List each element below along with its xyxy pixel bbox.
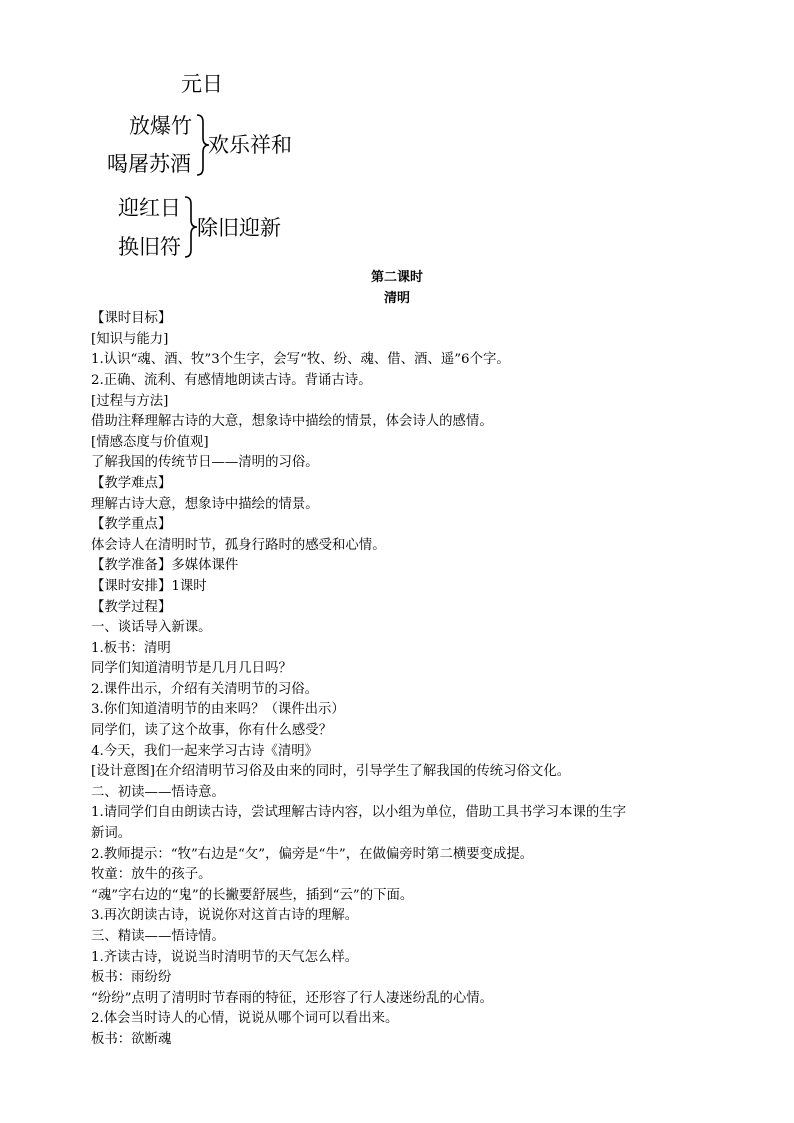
text-line: 牧童：放牛的孩子。 (91, 867, 212, 883)
text-line: 体会诗人在清明时节，孤身行路时的感受和心情。 (91, 537, 386, 553)
lesson-title: 清明 (383, 290, 410, 306)
text-line: “魂”字右边的“鬼”的长撇要舒展些，插到“云”的下面。 (91, 887, 414, 903)
text-line: 1.认识“魂、酒、牧”3个生字，会写“牧、纷、魂、借、酒、遥”6个字。 (91, 352, 510, 368)
text-line: 板书：雨纷纷 (91, 970, 172, 986)
subsection-heading: [过程与方法] (91, 393, 169, 409)
text-line: 三、精读——悟诗情。 (91, 929, 225, 944)
section-heading: 【教学难点】 (91, 475, 172, 491)
board-item-tusu-wine: 喝屠苏酒 (107, 152, 191, 176)
board-summary-joy: 欢乐祥和 (208, 133, 292, 157)
text-line: 2.教师提示：“牧”右边是“攵”，偏旁是“牛”，在做偏旁时第二横要变成提。 (91, 846, 534, 862)
section-heading: 【教学重点】 (91, 517, 172, 533)
board-item-firecrackers: 放爆竹 (129, 114, 192, 138)
text-line: 一、谈话导入新课。 (91, 620, 212, 636)
text-line: 2.课件出示，介绍有关清明节的习俗。 (91, 681, 319, 697)
board-item-new-charms: 换旧符 (118, 235, 181, 259)
text-line: 1.请同学们自由朗读古诗，尝试理解古诗内容，以小组为单位，借助工具书学习本课的生字 (91, 805, 627, 821)
lesson-period: 第二课时 (370, 270, 423, 285)
text-line: 【课时安排】1课时 (91, 578, 207, 594)
text-line: 同学们知道清明节是几月几日吗？ (91, 661, 292, 677)
board-diagram (0, 0, 794, 270)
text-line: 3.你们知道清明节的由来吗？（课件出示） (91, 702, 345, 718)
board-festival: 元日 (181, 72, 223, 96)
board-summary-renewal: 除旧迎新 (197, 216, 281, 240)
text-line: 借助注释理解古诗的大意，想象诗中描绘的情景，体会诗人的感情。 (91, 414, 493, 430)
text-line: 同学们，读了这个故事，你有什么感受？ (91, 723, 333, 739)
text-line: 板书：欲断魂 (91, 1031, 172, 1047)
text-line: 4.今天，我们一起来学习古诗《清明》 (91, 743, 319, 759)
brace-icon (184, 196, 198, 258)
text-line: 2.正确、流利、有感情地朗读古诗。背诵古诗。 (91, 372, 372, 388)
subsection-heading: [知识与能力] (91, 331, 169, 347)
subsection-heading: [情感态度与价值观] (91, 434, 209, 450)
text-line: [设计意图]在介绍清明节习俗及由来的同时，引导学生了解我国的传统习俗文化。 (91, 764, 571, 780)
text-line: 二、初读——悟诗意。 (91, 784, 225, 800)
text-line: 1.板书：清明 (91, 640, 171, 656)
text-line: 1.齐读古诗，说说当时清明节的天气怎么样。 (91, 949, 359, 965)
lesson-document (0, 268, 794, 1051)
section-heading: 【教学过程】 (91, 599, 172, 615)
text-line: 新词。 (91, 826, 132, 842)
text-line: 2.体会当时诗人的心情，说说从哪个词可以看出来。 (91, 1011, 399, 1027)
text-line: 3.再次朗读古诗，说说你对这首古诗的理解。 (91, 908, 359, 924)
text-line: 了解我国的传统节日——清明的习俗。 (91, 455, 319, 471)
text-line: “纷纷”点明了清明时节春雨的特征，还形容了行人凄迷纷乱的心情。 (91, 990, 494, 1006)
text-line: 理解古诗大意，想象诗中描绘的情景。 (91, 496, 319, 512)
section-heading: 【课时目标】 (91, 311, 172, 327)
text-line: 【教学准备】多媒体课件 (91, 558, 239, 574)
board-item-red-sun: 迎红日 (118, 196, 181, 220)
